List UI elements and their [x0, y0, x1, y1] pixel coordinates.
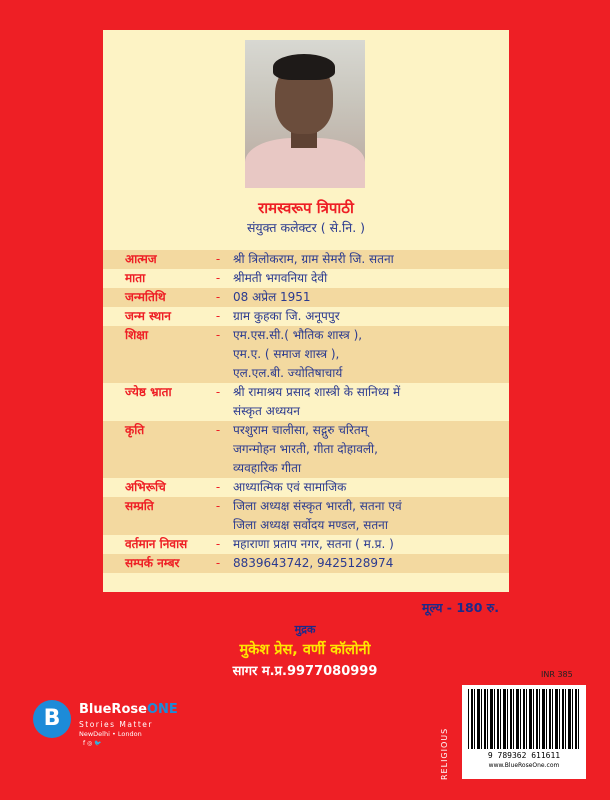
- detail-value: [233, 421, 509, 478]
- isbn-number: 9 789362 611611: [487, 751, 561, 760]
- social-icons: f ◎ 🐦: [83, 740, 102, 747]
- publisher-brand: BlueRoseONE: [79, 702, 178, 717]
- detail-label: माता: [125, 271, 146, 285]
- detail-row: [103, 269, 509, 288]
- detail-value-line: व्यवहारिक गीता: [233, 461, 302, 475]
- detail-row: [103, 421, 509, 478]
- detail-label: जन्म स्थान: [125, 309, 171, 323]
- detail-label: शिक्षा: [125, 328, 148, 342]
- detail-value-line: जगन्मोहन भारती, गीता दोहावली,: [233, 442, 378, 456]
- isbn-barcode: [462, 685, 586, 779]
- detail-value: [233, 478, 509, 497]
- detail-row: [103, 383, 509, 421]
- barcode-bars: [468, 689, 580, 749]
- detail-value-line: 08 अप्रेल 1951: [233, 290, 311, 304]
- detail-value-line: महाराणा प्रताप नगर, सतना ( म.प्र. ): [233, 537, 394, 551]
- detail-dash: -: [215, 385, 221, 399]
- author-panel: [103, 30, 509, 592]
- publisher-url: www.BlueRoseOne.com: [488, 762, 560, 769]
- detail-label: कृति: [125, 423, 145, 437]
- printer-caption: मुद्रक: [294, 623, 316, 636]
- detail-value-line: जिला अध्यक्ष सर्वोदय मण्डल, सतना: [233, 518, 388, 532]
- detail-value: [233, 288, 509, 307]
- publisher-tagline: Stories Matter: [79, 720, 154, 729]
- detail-value-line: श्रीमती भगवनिया देवी: [233, 271, 328, 285]
- author-photo: [245, 40, 365, 188]
- detail-value-line: एल.एल.बी. ज्योतिषाचार्य: [233, 366, 343, 380]
- detail-label: ज्येष्ठ भ्राता: [125, 385, 172, 399]
- detail-value: [233, 326, 509, 383]
- detail-row: [103, 554, 509, 573]
- detail-value: [233, 554, 509, 573]
- detail-value: [233, 497, 509, 535]
- detail-dash: -: [215, 290, 221, 304]
- detail-value-line: श्री त्रिलोकराम, ग्राम सेमरी जि. सतना: [233, 252, 394, 266]
- detail-value: [233, 383, 509, 421]
- detail-value: [233, 307, 509, 326]
- detail-label: वर्तमान निवास: [125, 537, 188, 551]
- detail-label: सम्प्रति: [125, 499, 154, 513]
- detail-label: जन्मतिथि: [125, 290, 166, 304]
- detail-value: [233, 269, 509, 288]
- detail-value-line: श्री रामाश्रय प्रसाद शास्त्री के सानिध्य में: [233, 385, 401, 399]
- detail-dash: -: [215, 309, 221, 323]
- publisher-logo: [33, 698, 193, 750]
- detail-value-line: एम.ए. ( समाज शास्त्र ),: [233, 347, 340, 361]
- detail-dash: -: [215, 480, 221, 494]
- inr-price: INR 385: [541, 670, 573, 679]
- detail-row: [103, 535, 509, 554]
- detail-value: [233, 250, 509, 269]
- bluerose-logo-icon: B: [33, 700, 71, 738]
- detail-value-line: संस्कृत अध्ययन: [233, 404, 300, 418]
- printer-address: सागर म.प्र.9977080999: [232, 664, 378, 679]
- detail-dash: -: [215, 537, 221, 551]
- detail-label: आत्मज: [125, 252, 157, 266]
- price-label: मूल्य - 180 रु.: [422, 600, 499, 615]
- detail-row: [103, 478, 509, 497]
- detail-value-line: आध्यात्मिक एवं सामाजिक: [233, 480, 347, 494]
- printer-block: [0, 622, 610, 679]
- detail-dash: -: [215, 556, 221, 570]
- detail-dash: -: [215, 271, 221, 285]
- details-list: [103, 250, 509, 573]
- detail-value-line: जिला अध्यक्ष संस्कृत भारती, सतना एवं: [233, 499, 402, 513]
- detail-dash: -: [215, 252, 221, 266]
- detail-value-line: परशुराम चालीसा, सद्गुरु चरितम्: [233, 423, 368, 437]
- detail-value: [233, 535, 509, 554]
- detail-value-line: ग्राम कुहका जि. अनूपपुर: [233, 309, 340, 323]
- detail-dash: -: [215, 328, 221, 342]
- detail-label: अभिरूचि: [125, 480, 166, 494]
- detail-row: [103, 288, 509, 307]
- detail-row: [103, 497, 509, 535]
- detail-dash: -: [215, 423, 221, 437]
- genre-label: RELIGIOUS: [440, 727, 449, 780]
- detail-value-line: 8839643742, 9425128974: [233, 556, 394, 570]
- detail-dash: -: [215, 499, 221, 513]
- detail-row: [103, 250, 509, 269]
- author-designation: संयुक्त कलेक्टर ( से.नि. ): [246, 220, 366, 235]
- detail-row: [103, 326, 509, 383]
- printer-name: मुकेश प्रेस, वर्णी कॉलोनी: [239, 642, 371, 658]
- detail-row: [103, 307, 509, 326]
- detail-label: सम्पर्क नम्बर: [125, 556, 180, 570]
- detail-value-line: एम.एस.सी.( भौतिक शास्त्र ),: [233, 328, 363, 342]
- publisher-cities: NewDelhi • London: [79, 730, 142, 738]
- author-name: रामस्वरूप त्रिपाठी: [258, 199, 354, 217]
